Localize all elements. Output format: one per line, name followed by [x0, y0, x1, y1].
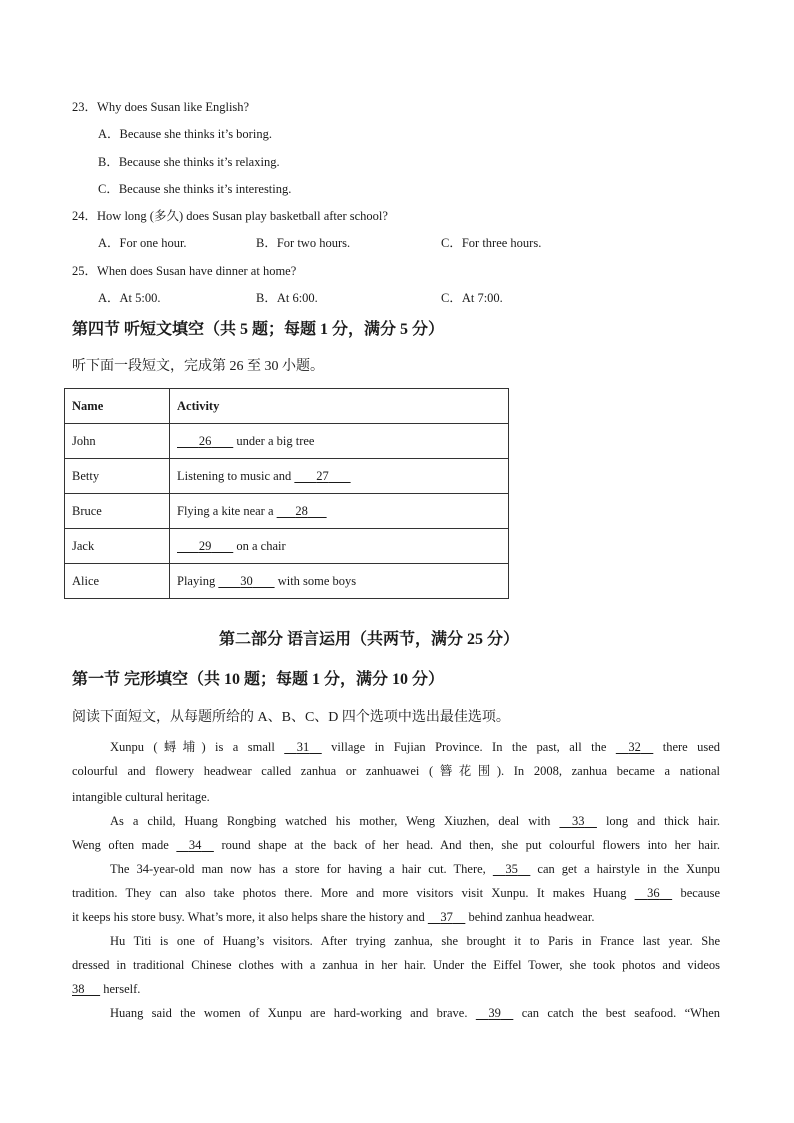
answer-blank: 31 [296, 740, 310, 754]
passage-line: it keeps his store busy. What’s more, it also helps share the history and 37 behind zanhua headwear. [72, 905, 720, 929]
answer-blank: 36 [647, 886, 660, 900]
answer-blank: 30 [240, 573, 253, 588]
table-row [65, 459, 509, 494]
cell-name: Alice [65, 564, 170, 599]
option-23a: A．Because she thinks it’s boring. [98, 127, 272, 141]
header-activity: Activity [170, 389, 509, 424]
option-24c: C．For three hours. [441, 236, 542, 250]
question-text: How long (多久) does Susan play basketball after school? [97, 209, 388, 223]
passage-line: colourful and flowery headwear called zanhua or zanhuawei (簪花围). In 2008, zanhua became a national [72, 764, 720, 778]
header-name: Name [65, 389, 170, 424]
table-row [65, 424, 509, 459]
answer-blank: 38 [72, 982, 85, 996]
cell-activity: Playing 30 with some boys [170, 564, 509, 599]
option-25b: B．At 6:00. [256, 291, 318, 305]
table-row [65, 494, 509, 529]
cell-activity: Flying a kite near a 28 [170, 494, 509, 529]
cell-activity: 26 under a big tree [170, 424, 509, 459]
part2-title: 第二部分 语言运用（共两节，满分 25 分） [219, 631, 520, 648]
passage-line: The 34-year-old man now has a store for having a hair cut. There, 35 can get a hairstyle in the Xunpu [72, 857, 720, 881]
question-text: When does Susan have dinner at home? [97, 264, 297, 278]
passage-line: intangible cultural heritage. [72, 790, 210, 804]
option-25a: A．At 5:00. [98, 291, 161, 305]
part2-section1-title: 第一节 完形填空（共 10 题；每题 1 分，满分 10 分） [72, 671, 445, 688]
cell-name: Betty [65, 459, 170, 494]
section4-title: 第四节 听短文填空（共 5 题；每题 1 分，满分 5 分） [72, 321, 445, 338]
passage-line: Huang said the women of Xunpu are hard-working and brave. 39 can catch the best seafood. “When [72, 1001, 720, 1025]
question-text: Why does Susan like English? [97, 100, 250, 114]
question-23 [72, 97, 249, 115]
cell-name: Jack [65, 529, 170, 564]
answer-blank: 27 [316, 468, 329, 483]
part2-instruction: 阅读下面短文，从每题所给的 A、B、C、D 四个选项中选出最佳选项。 [72, 710, 510, 725]
answer-blank: 26 [198, 433, 212, 448]
question-25 [72, 261, 296, 279]
question-number: 23． [72, 100, 98, 114]
question-number: 25． [72, 264, 98, 278]
cell-activity: 29 on a chair [170, 529, 509, 564]
cell-name: Bruce [65, 494, 170, 529]
passage-line: dressed in traditional Chinese clothes with a zanhua in her hair. Under the Eiffel Tower, she took photos and videos [72, 958, 720, 972]
option-24b: B．For two hours. [256, 236, 351, 250]
option-23c: C．Because she thinks it’s interesting. [98, 182, 292, 196]
answer-blank: 37 [440, 910, 453, 924]
passage-line: Hu Titi is one of Huang’s visitors. After trying zanhua, she brought it to Paris in France last year. She [110, 934, 720, 948]
option-25c: C．At 7:00. [441, 291, 503, 305]
passage-line: 38 herself. [72, 977, 720, 1001]
passage-line: Weng often made 34 round shape at the back of her head. And then, she put colourful flowers into her hair. [72, 833, 720, 857]
cell-name: John [65, 424, 170, 459]
answer-blank: 29 [198, 538, 212, 553]
option-24a: A．For one hour. [98, 236, 187, 250]
question-24 [72, 206, 388, 224]
table-header-row [65, 389, 509, 424]
answer-blank: 35 [505, 862, 518, 876]
passage [72, 735, 720, 1025]
option-23b: B．Because she thinks it’s relaxing. [98, 155, 280, 169]
question-number: 24． [72, 209, 98, 223]
table-row [65, 564, 509, 599]
answer-blank: 32 [628, 740, 641, 754]
passage-line: Xunpu (蟳埔) is a small 31 village in Fujian Province. In the past, all the 32 there used [72, 735, 720, 759]
activity-table [64, 388, 509, 599]
passage-line: As a child, Huang Rongbing watched his mother, Weng Xiuzhen, deal with 33 long and thick hair. [72, 809, 720, 833]
section4-instruction: 听下面一段短文，完成第 26 至 30 小题。 [72, 359, 324, 374]
answer-blank: 33 [571, 814, 585, 828]
passage-line: tradition. They can also take photos there. More and more visitors visit Xunpu. It makes Huang 36 because [72, 881, 720, 905]
answer-blank: 34 [188, 838, 202, 852]
table-row [65, 529, 509, 564]
answer-blank: 28 [295, 503, 308, 518]
answer-blank: 39 [488, 1006, 501, 1020]
cell-activity: Listening to music and 27 [170, 459, 509, 494]
